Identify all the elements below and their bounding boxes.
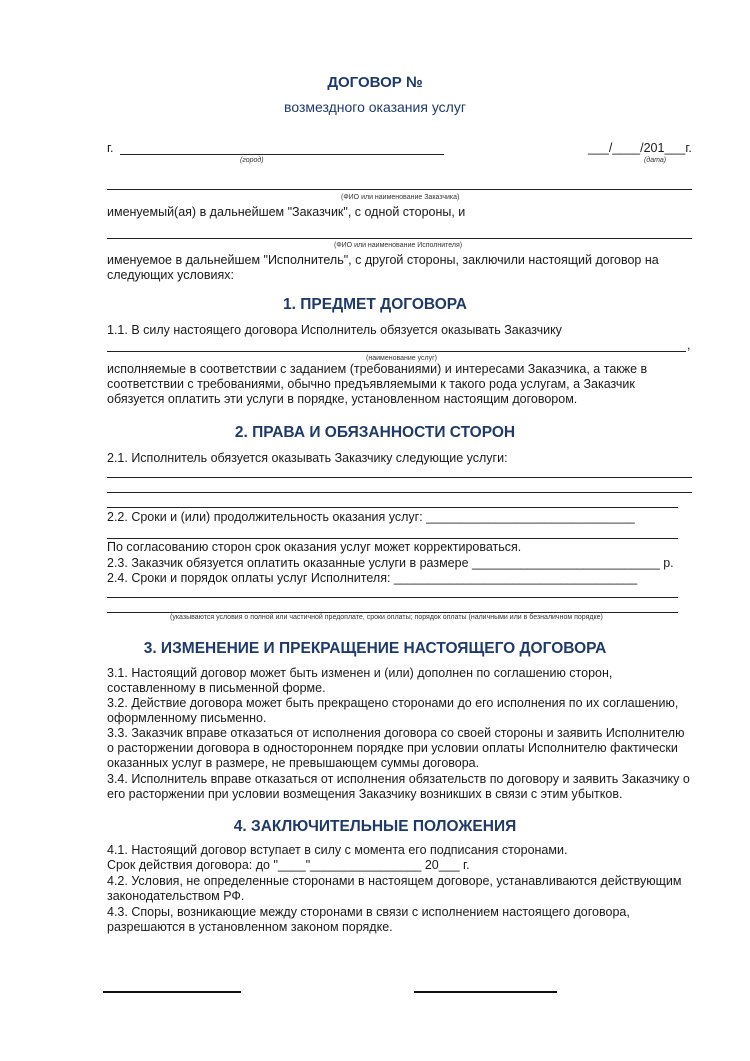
p24-line2	[107, 612, 678, 613]
customer-text: именуемый(ая) в дальнейшем "Заказчик", с одной стороны, и	[107, 205, 466, 219]
contractor-line	[107, 238, 692, 239]
section2-p22b: По согласованию сторон срок оказания услуг может корректироваться.	[107, 540, 522, 554]
section2-p21: 2.1. Исполнитель обязуется оказывать Заказчику следующие услуги:	[107, 451, 508, 465]
city-prefix: г.	[107, 141, 114, 155]
section3-p33a: 3.3. Заказчик вправе отказаться от исполнения договора со своей стороны и заявить Исполнителю	[107, 726, 685, 740]
section4-p41b: Срок действия договора: до "____"________________ 20___ г.	[107, 858, 470, 872]
service-caption: (наименование услуг)	[366, 355, 438, 362]
city-caption: (город)	[240, 157, 264, 164]
signature-line-right	[414, 991, 557, 993]
section4-heading: 4. ЗАКЛЮЧИТЕЛЬНЫЕ ПОЛОЖЕНИЯ	[233, 818, 517, 835]
section1-heading: 1. ПРЕДМЕТ ДОГОВОРА	[283, 296, 467, 313]
contractor-caption: (ФИО или наименование Исполнителя)	[334, 242, 463, 249]
section3-p33c: оказанных услуг в размере, не превышающем суммы договора.	[107, 756, 480, 770]
section4-p42b: законодательством РФ.	[107, 889, 245, 903]
p22-line	[107, 538, 678, 539]
service-line	[107, 351, 686, 352]
service-comma: ,	[687, 338, 691, 352]
section4-p43a: 4.3. Споры, возникающие между сторонами в связи с исполнением настоящего договора,	[107, 905, 630, 919]
p24-line1	[107, 597, 678, 598]
section1-p1-line4: обязуется оплатить эти услуги в порядке, установленном настоящим договором.	[107, 392, 578, 406]
section2-p22: 2.2. Сроки и (или) продолжительность оказания услуг: ______________________________	[107, 510, 635, 524]
section1-p1-line1: 1.1. В силу настоящего договора Исполнитель обязуется оказывать Заказчику	[107, 323, 562, 337]
p21-line2	[107, 492, 692, 493]
customer-caption: (ФИО или наименование Заказчика)	[341, 194, 460, 201]
section3-heading: 3. ИЗМЕНЕНИЕ И ПРЕКРАЩЕНИЕ НАСТОЯЩЕГО ДОГОВОРА	[143, 640, 607, 657]
section3-p34a: 3.4. Исполнитель вправе отказаться от исполнения обязательств по договору и заявить Заказчику о	[107, 772, 690, 786]
date-text: ___/____/201___г.	[588, 141, 692, 155]
section1-p1-line3: соответствии с требованиями, обычно предъявляемыми к такого рода услугам, а Заказчик	[107, 377, 635, 391]
section4-p41a: 4.1. Настоящий договор вступает в силу с момента его подписания сторонами.	[107, 843, 568, 857]
section4-p42a: 4.2. Условия, не определенные сторонами в настоящем договоре, устанавливаются действующим	[107, 874, 682, 888]
contractor-text-line2: следующих условиях:	[107, 268, 234, 282]
section3-p31b: составленному в письменной форме.	[107, 681, 326, 695]
section2-heading: 2. ПРАВА И ОБЯЗАННОСТИ СТОРОН	[234, 424, 516, 441]
section2-p24: 2.4. Сроки и порядок оплаты услуг Исполнителя: ___________________________________	[107, 571, 638, 585]
city-line	[120, 154, 444, 155]
section3-p33b: о расторжении договора в одностороннем порядке при условии оплаты Исполнителю фактически	[107, 741, 678, 755]
section3-p31a: 3.1. Настоящий договор может быть изменен и (или) дополнен по соглашению сторон,	[107, 666, 613, 680]
section4-p43b: разрешаются в установленном законом порядке.	[107, 920, 393, 934]
p21-line1	[107, 477, 692, 478]
section3-p34b: его расторжении при условии возмещения Заказчику возникших в связи с этим убытков.	[107, 787, 623, 801]
section3-p32a: 3.2. Действие договора может быть прекращено сторонами до его исполнения по их соглашению,	[107, 696, 679, 710]
section3-p32b: оформленному письменно.	[107, 711, 267, 725]
document-title: ДОГОВОР №	[327, 74, 423, 91]
document-subtitle: возмездного оказания услуг	[284, 99, 466, 115]
date-caption: (дата)	[644, 157, 667, 164]
section2-p23: 2.3. Заказчик обязуется оплатить оказанные услуги в размере ___________________________ р.	[107, 556, 674, 570]
signature-line-left	[103, 991, 241, 993]
section1-p1-line2: исполняемые в соответствии с заданием (требованиями) и интересами Заказчика, а также в	[107, 362, 648, 376]
contractor-text-line1: именуемое в дальнейшем "Исполнитель", с другой стороны, заключили настоящий договор на	[107, 253, 659, 267]
p21-line3	[107, 507, 678, 508]
payment-caption: (указываются условия о полной или частичной предоплате, сроки оплаты; порядок оплаты (наличными или в безналичном порядке)	[170, 614, 603, 621]
customer-line	[107, 189, 692, 190]
